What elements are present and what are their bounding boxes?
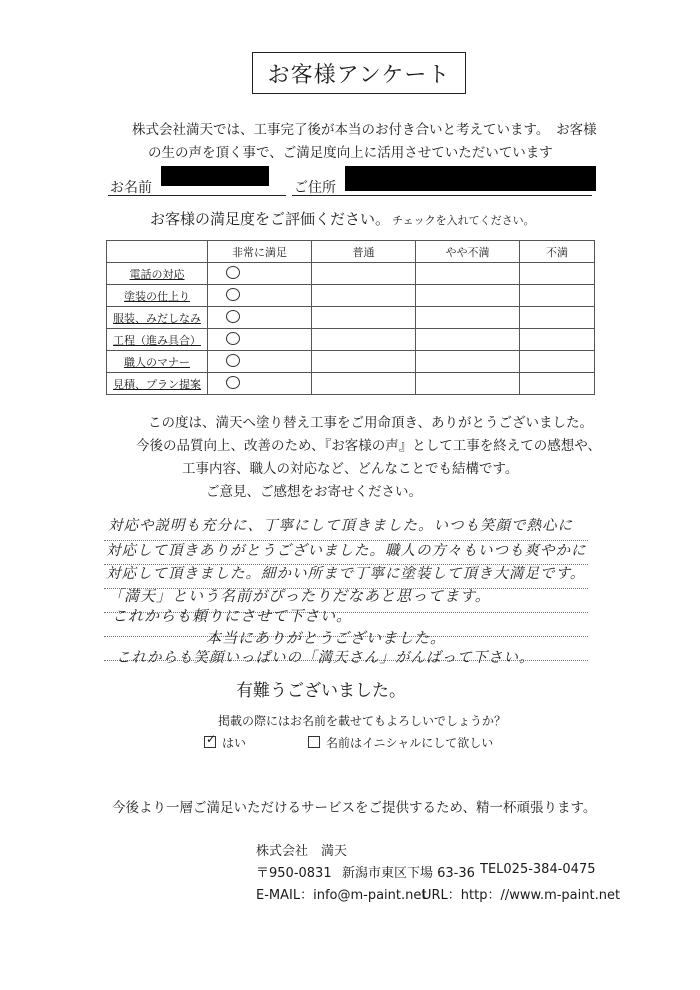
rating-cell[interactable] bbox=[520, 329, 595, 351]
name-label: お名前 bbox=[110, 180, 152, 196]
circle-mark-icon bbox=[226, 266, 240, 279]
comment-line-2: 対応して頂きありがとうございました。職人の方々もいつも爽やかに bbox=[106, 543, 587, 559]
rating-heading-text: お客様の満足度をご評価ください。 bbox=[150, 210, 391, 228]
footer-email[interactable]: E-MAIL：info@m-paint.net bbox=[256, 888, 427, 903]
consent-yes-label: はい bbox=[222, 736, 247, 750]
question-schedule: 工程（進み具合） bbox=[113, 333, 201, 347]
comment-line-6: 本当にありがとうございました。 bbox=[206, 629, 447, 647]
address-underline bbox=[292, 195, 592, 196]
rating-cell[interactable] bbox=[208, 373, 312, 395]
comment-line-4: 「満天」という名前がぴったりだなあと思ってます。 bbox=[108, 587, 491, 605]
rating-header-row bbox=[107, 241, 595, 263]
comment-line-1: 対応や説明も充分に、丁寧にして頂きました。いつも笑顔で熱心に bbox=[108, 518, 573, 534]
footer-address: 新潟市東区下場 63-36 bbox=[342, 866, 475, 881]
rating-corner-cell bbox=[107, 241, 208, 263]
question-cell bbox=[107, 373, 208, 395]
circle-mark-icon bbox=[226, 332, 240, 345]
circle-mark-icon bbox=[226, 288, 240, 301]
rating-cell[interactable] bbox=[312, 329, 416, 351]
question-cell bbox=[107, 351, 208, 373]
footer-postal: 〒950-0831 bbox=[256, 866, 332, 881]
consent-question: 掲載の際にはお名前を載せてもよろしいでしょうか？ bbox=[218, 714, 507, 728]
rating-heading bbox=[150, 208, 535, 229]
question-phone: 電話の対応 bbox=[129, 267, 185, 281]
rating-cell[interactable] bbox=[208, 263, 312, 285]
survey-title: お客様アンケート bbox=[252, 52, 466, 94]
rating-cell[interactable] bbox=[208, 307, 312, 329]
circle-mark-icon bbox=[226, 376, 240, 389]
thanks-message: 有難うございました。 bbox=[236, 681, 406, 701]
circle-mark-icon bbox=[226, 310, 240, 323]
checkbox-checked-icon[interactable] bbox=[204, 732, 217, 748]
closing-line-4: ご意見、ご感想をお寄せください。 bbox=[206, 484, 422, 500]
rating-row bbox=[107, 285, 595, 307]
closing-line-1: この度は、満天へ塗り替え工事をご用命頂き、ありがとうございました。 bbox=[148, 415, 593, 431]
rating-cell[interactable] bbox=[520, 373, 595, 395]
pledge-message: 今後より一層ご満足いただけるサービスをご提供するため、精一杯頑張ります。 bbox=[112, 800, 597, 816]
rating-table bbox=[106, 240, 595, 395]
rating-cell[interactable] bbox=[416, 373, 520, 395]
check-mark-icon: ✓ bbox=[206, 732, 217, 746]
column-very-satisfied: 非常に満足 bbox=[208, 241, 312, 263]
rating-row bbox=[107, 329, 595, 351]
rating-cell[interactable] bbox=[520, 285, 595, 307]
consent-initials-label: 名前はイニシャルにして欲しい bbox=[326, 736, 494, 750]
rating-cell[interactable] bbox=[208, 285, 312, 307]
rating-cell[interactable] bbox=[312, 307, 416, 329]
name-underline bbox=[108, 195, 286, 196]
checkbox-unchecked-icon[interactable] bbox=[308, 736, 320, 748]
question-estimate: 見積、プラン提案 bbox=[113, 377, 201, 391]
consent-option-yes[interactable] bbox=[204, 734, 246, 751]
rating-cell[interactable] bbox=[520, 351, 595, 373]
footer-url[interactable]: URL：http：//www.m-paint.net bbox=[422, 888, 621, 903]
comment-line-5: これからも頼りにさせて下さい。 bbox=[112, 607, 353, 625]
rating-cell[interactable] bbox=[312, 351, 416, 373]
closing-line-3: 工事内容、職人の対応など、どんなことでも結構です。 bbox=[182, 461, 519, 477]
footer-company: 株式会社 満天 bbox=[256, 844, 348, 859]
name-redaction bbox=[161, 166, 269, 186]
column-unsatisfied: 不満 bbox=[520, 241, 595, 263]
rating-cell[interactable] bbox=[520, 307, 595, 329]
question-cell bbox=[107, 285, 208, 307]
rating-cell[interactable] bbox=[416, 285, 520, 307]
question-finish: 塗装の仕上り bbox=[124, 289, 190, 303]
comment-line-7: これからも笑顔いっぱいの「満天さん」がんばって下さい。 bbox=[116, 650, 535, 666]
rating-row bbox=[107, 373, 595, 395]
address-label: ご住所 bbox=[294, 180, 336, 196]
address-redaction bbox=[345, 166, 596, 191]
intro-line-1: 株式会社満天では、工事完了後が本当のお付き合いと考えています。 お客様 bbox=[132, 122, 597, 138]
comment-line-3: 対応して頂きました。細かい所まで丁寧に塗装して頂き大満足です。 bbox=[106, 566, 586, 582]
question-cell bbox=[107, 329, 208, 351]
question-manners: 職人のマナー bbox=[124, 355, 190, 369]
question-cell bbox=[107, 307, 208, 329]
rating-note: チェックを入れてください。 bbox=[392, 214, 535, 227]
consent-option-initials[interactable] bbox=[308, 734, 493, 751]
rating-row bbox=[107, 263, 595, 285]
rating-row bbox=[107, 351, 595, 373]
rating-cell[interactable] bbox=[520, 263, 595, 285]
column-normal: 普通 bbox=[312, 241, 416, 263]
question-cell bbox=[107, 263, 208, 285]
intro-line-2: の生の声を頂く事で、ご満足度向上に活用させていただいています bbox=[148, 145, 553, 161]
rating-cell[interactable] bbox=[416, 307, 520, 329]
rating-cell[interactable] bbox=[208, 351, 312, 373]
rating-cell[interactable] bbox=[416, 351, 520, 373]
closing-line-2: 今後の品質向上、改善のため、『お客様の声』として工事を終えての感想や、 bbox=[136, 438, 601, 454]
rating-cell[interactable] bbox=[416, 263, 520, 285]
rating-cell[interactable] bbox=[312, 373, 416, 395]
question-appearance: 服装、みだしなみ bbox=[113, 311, 201, 325]
rating-cell[interactable] bbox=[312, 285, 416, 307]
rating-row bbox=[107, 307, 595, 329]
circle-mark-icon bbox=[226, 354, 240, 367]
rating-cell[interactable] bbox=[312, 263, 416, 285]
rating-cell[interactable] bbox=[208, 329, 312, 351]
footer-tel: TEL025-384-0475 bbox=[480, 862, 596, 877]
column-somewhat-unsatisfied: やや不満 bbox=[416, 241, 520, 263]
rating-cell[interactable] bbox=[416, 329, 520, 351]
